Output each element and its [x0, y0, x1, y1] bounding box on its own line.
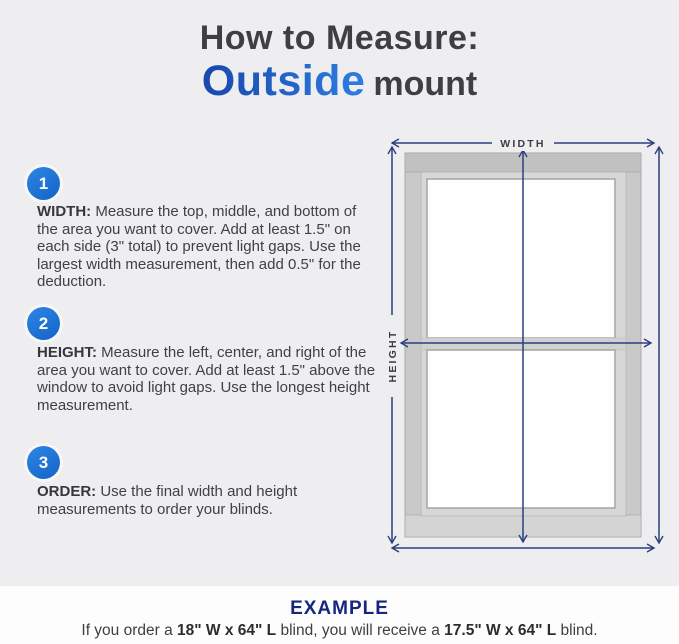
example-sentence	[0, 622, 679, 640]
step-1-number-badge: 1	[27, 167, 60, 200]
step-3-body: Use the final width and height measurements to order your blinds.	[37, 483, 298, 518]
step-2-number-badge: 2	[27, 307, 60, 340]
example-received-size: 17.5" W x 64" L	[444, 622, 557, 639]
title-highlight: Outside	[201, 57, 366, 106]
step-1-text	[37, 203, 371, 291]
example-suffix: blind.	[556, 622, 598, 639]
title-line1: How to Measure:	[199, 19, 480, 57]
step-3-number-badge: 3	[27, 446, 60, 479]
step-3-heading: ORDER:	[37, 483, 97, 500]
step-2-heading: HEIGHT:	[37, 344, 97, 361]
example-ordered-size: 18" W x 64" L	[177, 622, 277, 639]
example-footer	[0, 586, 679, 644]
title-suffix: mount	[373, 65, 478, 104]
example-heading: EXAMPLE	[290, 598, 389, 619]
title-line2	[0, 59, 679, 104]
step-2-text	[37, 344, 385, 414]
window-bottom-pane	[427, 350, 615, 508]
example-prefix: If you order a	[81, 622, 178, 639]
step-1-heading: WIDTH:	[37, 203, 92, 220]
height-label: HEIGHT	[387, 329, 399, 383]
page-title	[0, 20, 679, 105]
example-middle: blind, you will receive a	[276, 622, 445, 639]
window-measure-diagram	[375, 125, 679, 590]
step-2-body: Measure the left, center, and right of the area you want to cover. Add at least 1.5" above the window to avoid light gaps. Use the longest height measurement.	[37, 344, 376, 414]
width-label: WIDTH	[500, 138, 546, 150]
window-diagram-svg	[375, 125, 679, 590]
step-1-body: Measure the top, middle, and bottom of the area you want to cover. Add at least 1.5" on each side (3" total) to prevent light gaps. Use the largest width measurement, then add 0.5" for the deduction.	[37, 203, 361, 291]
step-3-text	[37, 483, 371, 518]
window-top-pane	[427, 179, 615, 338]
